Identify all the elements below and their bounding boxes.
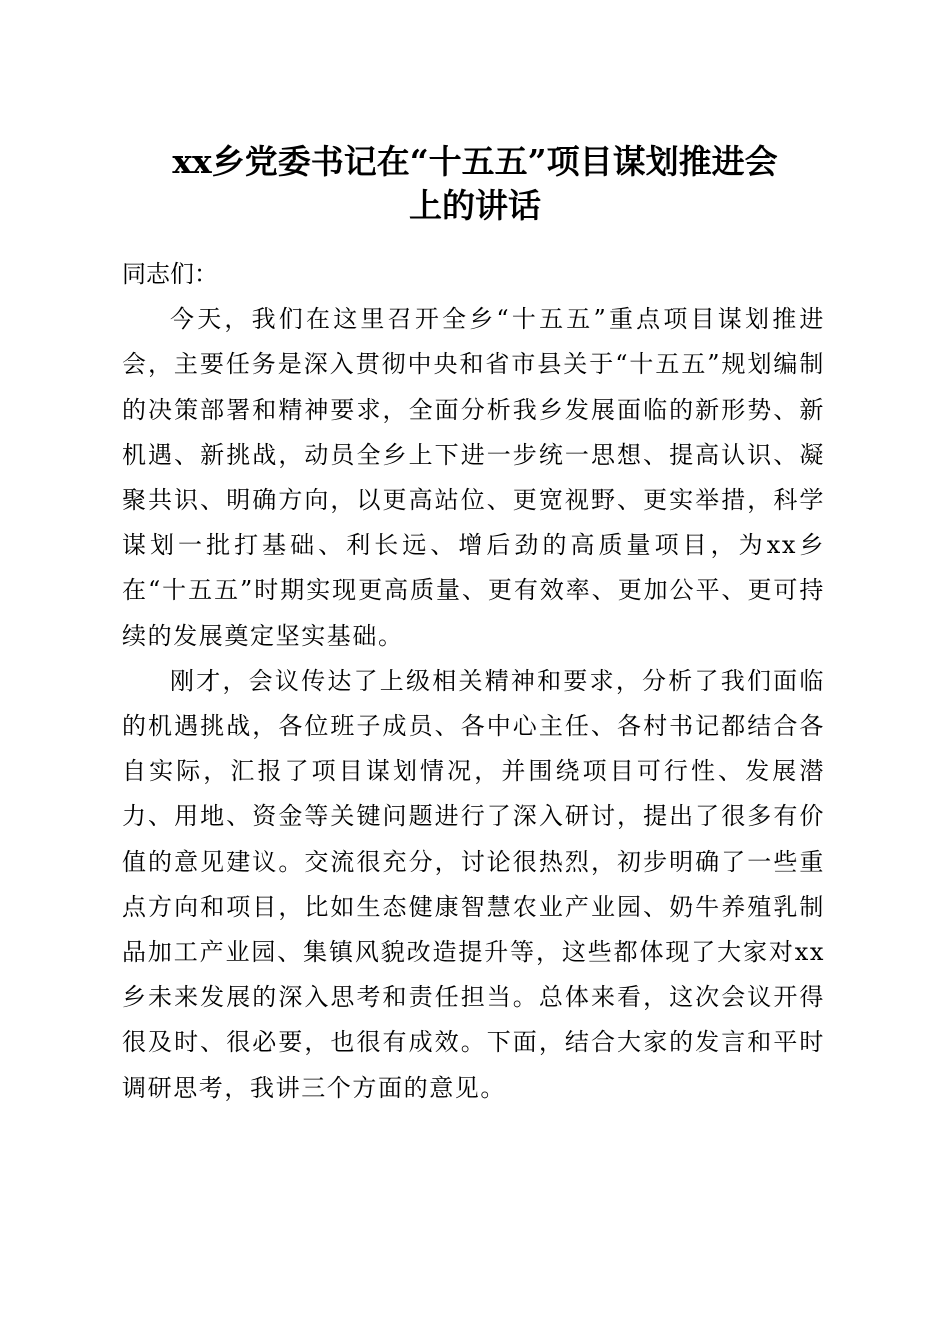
paragraph-2: 刚才，会议传达了上级相关精神和要求，分析了我们面临的机遇挑战，各位班子成员、各中心主任、各村书记都结合各自实际，汇报了项目谋划情况，并围绕项目可行性、发展潜力、用地、资金等关键问题进行了深入研讨，提出了很多有价值的意见建议。交流很充分，讨论很热烈，初步明确了一些重点方向和项目，比如生态健康智慧农业产业园、奶牛养殖乳制品加工产业园、集镇风貌改造提升等，这些都体现了大家对xx乡未来发展的深入思考和责任担当。总体来看，这次会议开得很及时、很必要，也很有成效。下面，结合大家的发言和平时调研思考，我讲三个方面的意见。 bbox=[122, 666, 825, 1102]
title-line-2: 上的讲话 bbox=[409, 186, 541, 225]
document-body bbox=[122, 252, 825, 1111]
title-line-1: xx乡党委书记在“十五五”项目谋划推进会 bbox=[172, 142, 778, 181]
document-title bbox=[120, 140, 830, 228]
paragraph-1: 今天，我们在这里召开全乡“十五五”重点项目谋划推进会，主要任务是深入贯彻中央和省市县关于“十五五”规划编制的决策部署和精神要求，全面分析我乡发展面临的新形势、新机遇、新挑战，动员全乡上下进一步统一思想、提高认识、凝聚共识、明确方向，以更高站位、更宽视野、更实举措，科学谋划一批打基础、利长远、增后劲的高质量项目，为xx乡在“十五五”时期实现更高质量、更有效率、更加公平、更可持续的发展奠定坚实基础。 bbox=[122, 305, 825, 650]
salutation: 同志们： bbox=[122, 260, 218, 288]
